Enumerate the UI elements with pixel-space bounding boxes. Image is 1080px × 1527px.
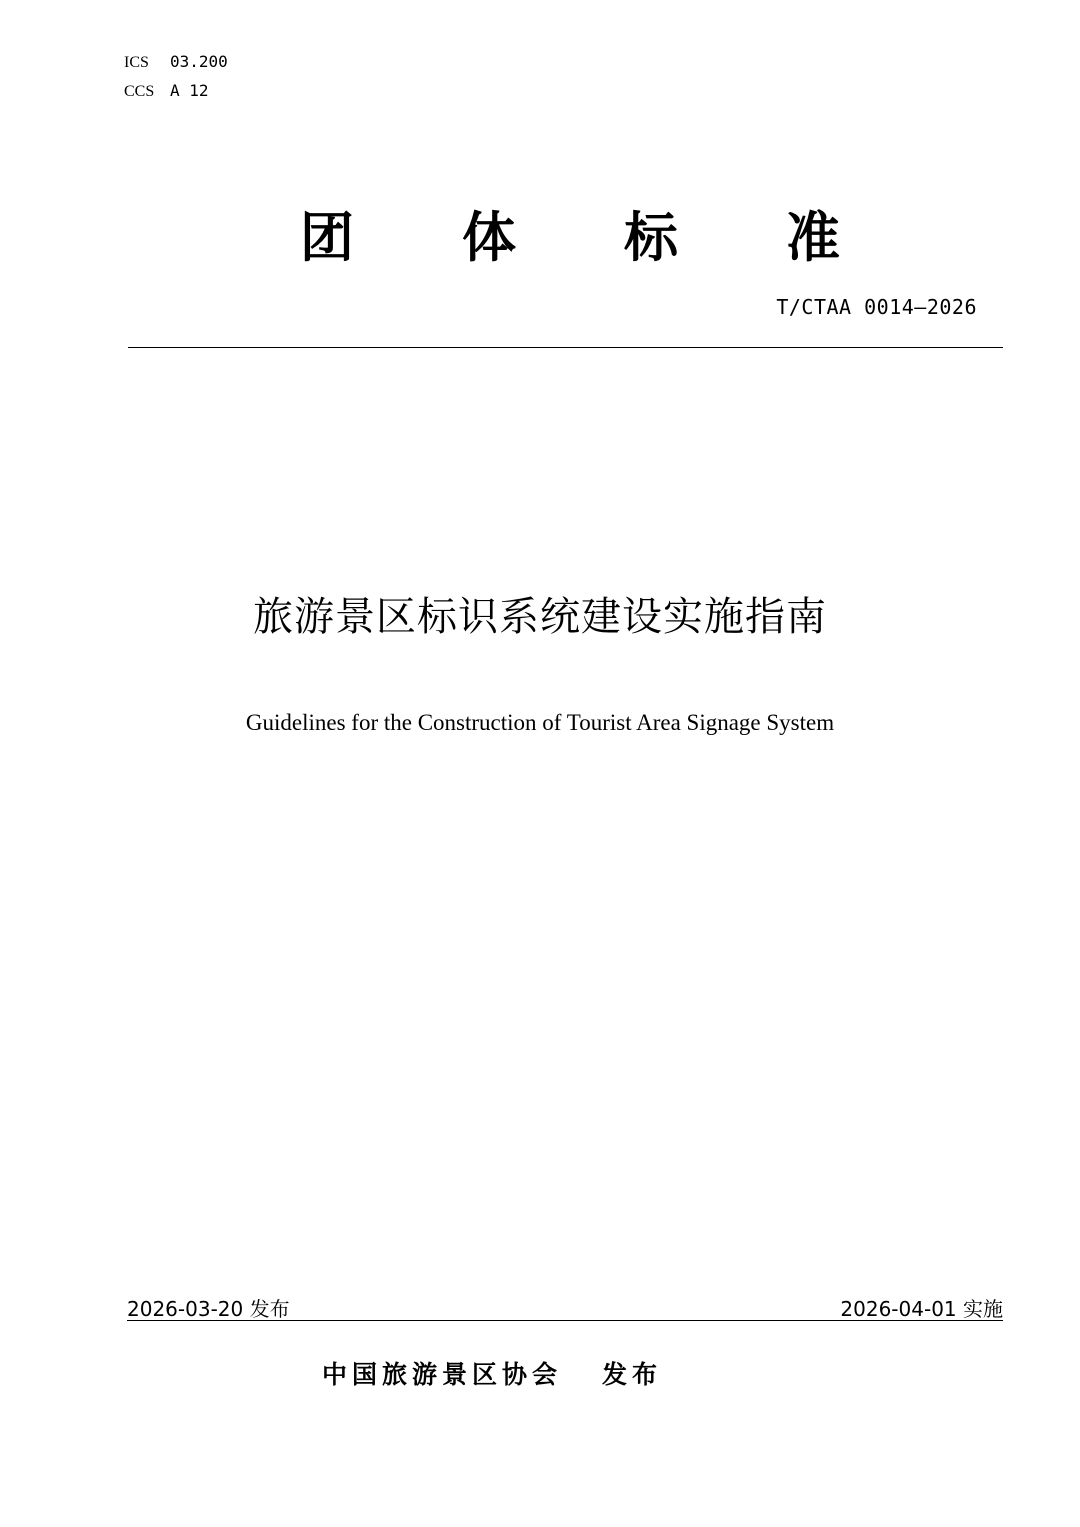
top-divider xyxy=(128,347,1003,348)
standard-type-title xyxy=(300,203,840,273)
ics-label: ICS xyxy=(124,54,149,71)
standard-number: T/CTAA 0014—2026 xyxy=(776,295,977,319)
implement-date: 2026-04-01 实施 xyxy=(840,1297,1003,1321)
publisher-line xyxy=(322,1355,662,1391)
title-char-1: 团 xyxy=(300,206,354,269)
title-char-4: 准 xyxy=(786,206,840,269)
ics-value: 03.200 xyxy=(170,52,228,71)
ics-classification xyxy=(124,52,228,72)
bottom-divider xyxy=(127,1320,1003,1321)
ccs-value: A 12 xyxy=(170,81,209,100)
publish-date: 2026-03-20 发布 xyxy=(127,1297,290,1321)
document-title-english: Guidelines for the Construction of Tourist Area Signage System xyxy=(245,710,835,735)
publisher-name: 中国旅游景区协会 xyxy=(322,1360,563,1389)
title-char-3: 标 xyxy=(624,206,678,269)
document-title-chinese: 旅游景区标识系统建设实施指南 xyxy=(253,594,827,640)
ccs-label: CCS xyxy=(124,83,155,100)
title-char-2: 体 xyxy=(462,206,516,269)
publisher-action: 发布 xyxy=(602,1360,663,1389)
ccs-classification xyxy=(124,81,209,101)
